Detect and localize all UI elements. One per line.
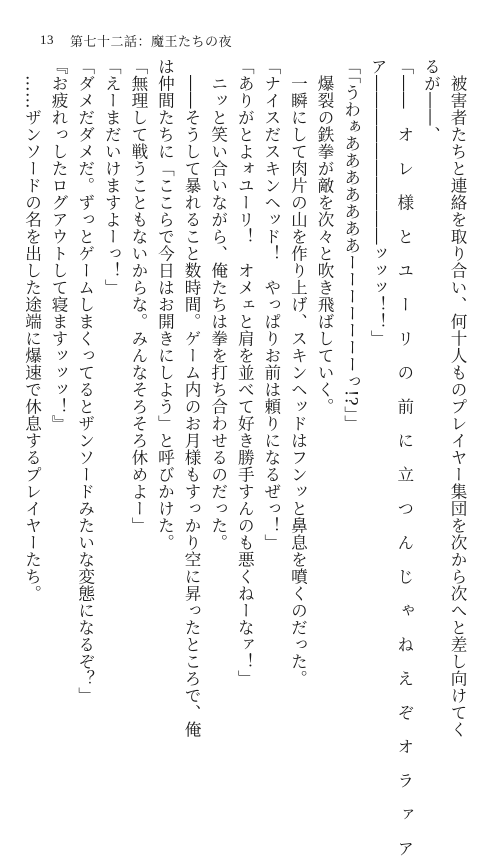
text-line: ニッと笑い合いながら、俺たちは拳を打ち合わせるのだった。 [208, 58, 228, 551]
text-line: 一瞬にして肉片の山を作り上げ、スキンヘッドはフンッと鼻息を噴くのだった。 [288, 58, 308, 687]
text-line: 「ありがとよォユーリ！ オメェと肩を並べて好き勝手すんのも悪くねーなァ！」 [235, 58, 255, 687]
text-line: ……ザンソードの名を出した途端に爆速で休息するプレイヤーたち。 [22, 58, 42, 602]
text-line: は仲間たちに「ここらで今日はお開きにしよう」と呼びかけた。 [155, 58, 175, 551]
text-line: 「ナイスだスキンヘッド！ やっぱりお前は頼りになるぜっ！」 [261, 58, 281, 551]
running-header [40, 30, 232, 50]
text-line: 『お疲れっしたログアウトして寝ますッッッ！』 [49, 58, 69, 432]
vertical-body-text [22, 58, 470, 857]
text-line: 「「うわぁあああああああーーーーーーーっ!?」」 [341, 58, 361, 432]
text-line: 「―― オ レ 様 と ユ ー リ の 前 に 立 つ ん じ ゃ ね え ぞ オ ラ ァ ア [394, 58, 414, 857]
text-line: 「えーまだいけますよーっ！」 [102, 58, 122, 296]
text-line: 被害者たちと連絡を取り合い、何十人ものプレイヤー集団を次から次へと差し向けてく [448, 58, 467, 738]
text-line: ア――――――――――ッッッ！！」 [368, 58, 388, 347]
text-line: 「ダメだダメだ。ずっとゲームしまくってるとザンソードみたいな変態になるぞ？」 [75, 58, 95, 704]
text-line: 爆裂の鉄拳が敵を次々と吹き飛ばしていく。 [315, 58, 335, 415]
chapter-title: 第七十二話：魔王たちの夜 [70, 33, 233, 49]
text-line: るが――、 [421, 58, 441, 143]
text-line: ――そうして暴れること数時間。ゲーム内のお月様もすっかり空に昇ったところで、俺 [182, 58, 202, 738]
text-line: 「無理して戦うこともないからな。みんなそろそろ休めよー」 [128, 58, 148, 534]
page-number: 13 [40, 32, 54, 47]
